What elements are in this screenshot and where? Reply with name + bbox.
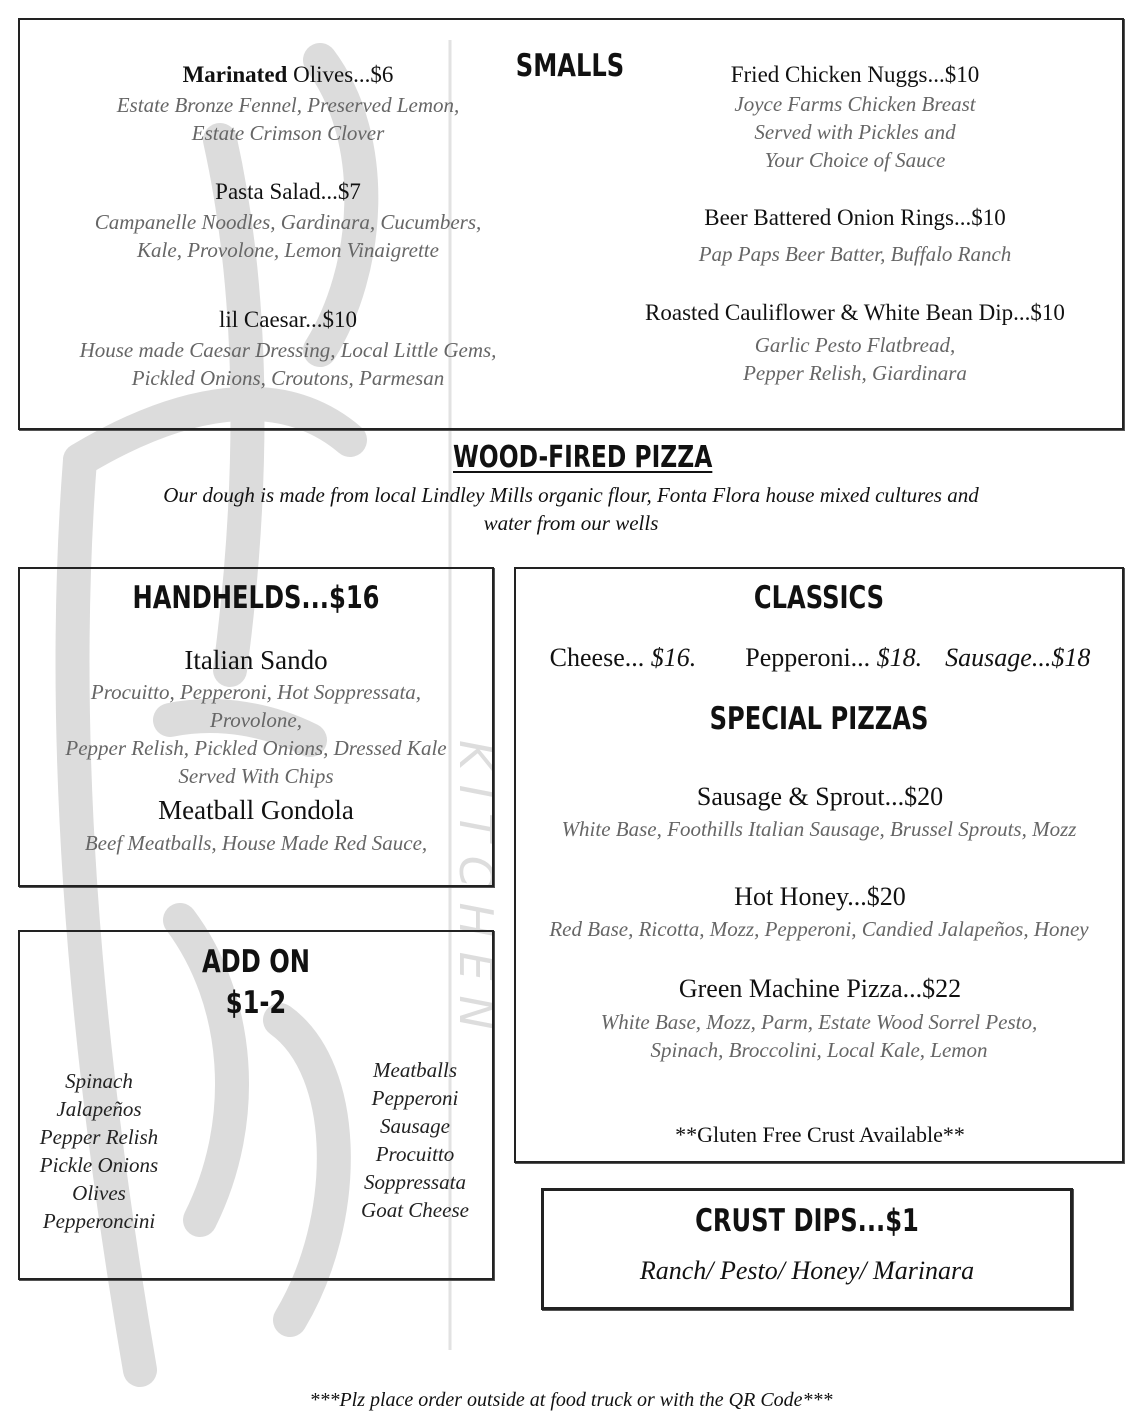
desc-line: Estate Crimson Clover [191,121,385,145]
classic-item-sausage [945,643,1090,672]
item-description [620,90,1090,174]
handhelds-heading: HANDHELDS...$16 [132,580,380,616]
desc-line: Red Base, Ricotta, Mozz, Pepperoni, Candied Jalapeños, Honey [549,917,1089,941]
addon-item: Pepperoni [371,1086,459,1110]
desc-line: Pap Paps Beer Batter, Buffalo Ranch [698,242,1012,266]
desc-line: Campanelle Noodles, Gardinara, Cucumbers, [94,210,482,234]
addon-item: Soppressata [364,1170,466,1194]
classic-price: $16. [650,643,697,672]
desc-line: Beef Meatballs, House Made Red Sauce, [84,831,428,855]
item-name-rest: Olives...$6 [287,62,394,87]
desc-line: Pickled Onions, Croutons, Parmesan [131,366,445,390]
addon-item: Goat Cheese [361,1198,469,1222]
addon-heading: ADD ON [201,944,311,980]
classic-name: Pepperoni... [745,643,877,672]
pizza-heading-text: WOOD-FIRED PIZZA [453,440,713,475]
addon-item: Olives [72,1181,126,1205]
item-description [520,815,1118,843]
menu-item-marinated-olives [58,62,518,88]
menu-item-italian-sando: Italian Sando [184,645,328,675]
intro-line: water from our wells [483,511,659,535]
classic-name: Sausage... [945,643,1052,672]
desc-line: Pepper Relish, Pickled Onions, Dressed Kale [65,736,447,760]
desc-line: Joyce Farms Chicken Breast [734,92,976,116]
svg-text:K I T C H E N: K I T C H E N [449,740,500,1030]
menu-item-sausage-sprout: Sausage & Sprout...$20 [696,782,944,811]
menu-item-fried-chicken-nuggs: Fried Chicken Nuggs...$10 [730,62,980,87]
menu-item-onion-rings: Beer Battered Onion Rings...$10 [704,205,1006,230]
gluten-free-note: **Gluten Free Crust Available** [675,1122,965,1147]
addon-item: Pepper Relish [39,1125,159,1149]
crust-dips-list: Ranch/ Pesto/ Honey/ Marinara [639,1256,975,1285]
addon-item: Procuitto [375,1142,455,1166]
item-description [520,915,1118,943]
addon-list-right [340,1056,490,1224]
classic-price: $18. [876,643,923,672]
menu-item-pasta-salad: Pasta Salad...$7 [215,179,361,204]
classics-heading: CLASSICS [753,580,885,616]
addon-item: Jalapeños [56,1097,142,1121]
pizza-heading [453,440,713,475]
desc-line: Procuitto, Pepperoni, Hot Soppressata, [90,680,422,704]
addon-item: Pickle Onions [39,1153,159,1177]
classics-row [530,643,1110,673]
item-description [520,1008,1118,1064]
addon-item: Spinach [65,1069,133,1093]
item-description [28,336,548,392]
crust-dips-heading: CRUST DIPS...$1 [695,1203,919,1239]
addon-item: Sausage [380,1114,450,1138]
pizza-intro [60,481,1082,537]
classic-item-pepperoni [745,643,922,672]
footer-note: ***Plz place order outside at food truck or with the QR Code*** [309,1389,833,1411]
desc-line: Spinach, Broccolini, Local Kale, Lemon [650,1038,988,1062]
classic-item-cheese [550,643,697,672]
desc-line: Kale, Provolone, Lemon Vinaigrette [137,238,439,262]
classic-price: $18 [1051,643,1091,672]
item-description [30,829,482,857]
item-description [58,91,518,147]
menu-item-hot-honey: Hot Honey...$20 [734,882,906,911]
menu-item-meatball-gondola: Meatball Gondola [158,795,354,825]
desc-line: Pepper Relish, Giardinara [743,361,967,385]
menu-item-lil-caesar: lil Caesar...$10 [219,307,357,332]
item-description [600,331,1110,387]
menu-item-cauliflower-dip: Roasted Cauliflower & White Bean Dip...$10 [645,300,1065,325]
desc-line: Your Choice of Sauce [764,148,946,172]
classic-name: Cheese... [549,643,651,672]
desc-line: Provolone, [210,708,302,732]
desc-line: White Base, Mozz, Parm, Estate Wood Sorrel Pesto, [600,1010,1038,1034]
desc-line: White Base, Foothills Italian Sausage, Brussel Sprouts, Mozz [561,817,1077,841]
item-description [30,678,482,790]
desc-line: Served With Chips [178,764,334,788]
menu-item-green-machine: Green Machine Pizza...$22 [678,974,962,1003]
addon-list-left [24,1067,174,1235]
desc-line: House made Caesar Dressing, Local Little Gems, [79,338,497,362]
item-name-bold: Marinated [182,62,288,87]
item-description [38,208,538,264]
smalls-heading: SMALLS [515,48,625,84]
addon-price: $1-2 [225,985,287,1021]
item-description [610,240,1100,268]
desc-line: Garlic Pesto Flatbread, [754,333,956,357]
special-pizzas-heading: SPECIAL PIZZAS [709,701,929,737]
intro-line: Our dough is made from local Lindley Mills organic flour, Fonta Flora house mixed cultures and [163,483,979,507]
desc-line: Estate Bronze Fennel, Preserved Lemon, [116,93,460,117]
desc-line: Served with Pickles and [754,120,956,144]
addon-item: Meatballs [373,1058,457,1082]
addon-item: Pepperoncini [42,1209,156,1233]
